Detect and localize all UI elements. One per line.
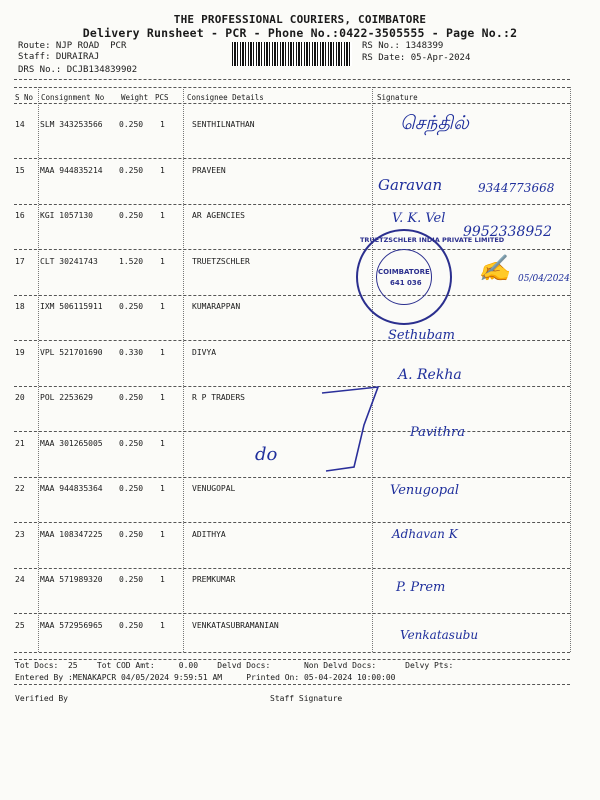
row-separator — [14, 568, 570, 569]
row-separator — [14, 477, 570, 478]
row-weight: 0.250 — [119, 484, 144, 493]
row-pcs: 1 — [160, 211, 165, 220]
row-pcs: 1 — [160, 438, 165, 448]
row-pcs: 1 — [160, 120, 165, 129]
row-consignment-no: VPL 521701690 — [40, 347, 103, 357]
row-consignee: PRAVEEN — [192, 165, 226, 175]
rs-number: RS No.: 1348399 — [362, 41, 444, 51]
row-weight: 0.250 — [119, 393, 144, 402]
signature-row-23: Adhavan K — [392, 527, 458, 541]
col-header-consignment: Consignment No — [41, 93, 105, 102]
divider — [14, 684, 570, 685]
signature-row-16: V. K. Vel — [392, 211, 446, 226]
stamp-outer-text: TRUETZSCHLER INDIA PRIVATE LIMITED — [360, 236, 505, 244]
row-separator — [14, 340, 570, 341]
divider — [14, 652, 570, 653]
row-consignment-no: POL 2253629 — [40, 393, 93, 402]
divider — [14, 103, 570, 104]
entered-by-line: Entered By :MENAKAPCR 04/05/2024 9:59:51 AM Printed On: 05-04-2024 10:00:00 — [15, 673, 396, 682]
signature-row-24: P. Prem — [396, 580, 446, 595]
row-weight: 1.520 — [119, 256, 144, 266]
runsheet-subtitle: Delivery Runsheet - PCR - Phone No.:0422-3505555 - Page No.:2 — [82, 26, 518, 40]
row-consignment-no: MAA 944835364 — [40, 484, 103, 493]
row-sno: 16 — [15, 211, 25, 220]
row-sno: 24 — [15, 575, 25, 584]
row-separator — [14, 659, 570, 660]
row-pcs: 1 — [160, 165, 165, 175]
row-separator — [14, 204, 570, 205]
row-sno: 21 — [15, 438, 25, 448]
row-pcs: 1 — [160, 620, 165, 630]
signature-row-25: Venkatasubu — [400, 628, 479, 642]
barcode — [232, 42, 352, 66]
stamp-city: COIMBATORE — [378, 268, 430, 276]
row-sno: 15 — [15, 165, 25, 175]
row-consignment-no: IXM 506115911 — [40, 302, 103, 311]
row-weight: 0.250 — [119, 529, 144, 539]
row-separator — [14, 613, 570, 614]
row-consignee: KUMARAPPAN — [192, 302, 241, 311]
row-separator — [14, 522, 570, 523]
row-consignee: SENTHILNATHAN — [192, 120, 255, 129]
row-weight: 0.330 — [119, 347, 144, 357]
row-sno: 22 — [15, 484, 25, 493]
divider — [14, 79, 570, 80]
row-sno: 17 — [15, 256, 25, 266]
rs-date: RS Date: 05-Apr-2024 — [362, 53, 471, 63]
row-consignee: DIVYA — [192, 347, 217, 357]
row-separator — [14, 295, 570, 296]
row-pcs: 1 — [160, 347, 165, 357]
row-sno: 20 — [15, 393, 25, 402]
row-consignment-no: MAA 571989320 — [40, 575, 103, 584]
signature-row-22: Venugopal — [390, 483, 460, 498]
row-consignment-no: CLT 30241743 — [40, 256, 98, 266]
row-consignment-no: MAA 572956965 — [40, 620, 103, 630]
row-sno: 18 — [15, 302, 25, 311]
row-consignee: VENUGOPAL — [192, 484, 236, 493]
col-header-consignee: Consignee Details — [187, 93, 264, 102]
row-separator — [14, 431, 570, 432]
verified-by-label: Verified By — [15, 694, 68, 703]
row-weight: 0.250 — [119, 211, 144, 220]
column-divider — [570, 87, 571, 652]
signature-row-20: Pavithra — [410, 425, 465, 440]
row-separator — [14, 158, 570, 159]
col-header-pcs: PCS — [155, 93, 169, 102]
ditto-mark: do — [255, 444, 278, 465]
phone-row-16: 9952338952 — [463, 224, 553, 240]
row-pcs: 1 — [160, 484, 165, 493]
row-pcs: 1 — [160, 393, 165, 402]
row-pcs: 1 — [160, 302, 165, 311]
row-consignee: AR AGENCIES — [192, 211, 245, 220]
phone-row-15: 9344773668 — [478, 181, 555, 195]
row-weight: 0.250 — [119, 302, 144, 311]
row-pcs: 1 — [160, 256, 165, 266]
stamp-pin: 641 036 — [390, 279, 422, 287]
handwritten-check-mark — [320, 385, 390, 475]
totals-line: Tot Docs: 25 Tot COD Amt: 0.00 Delvd Docs: Non Delvd Docs: Delvy Pts: — [15, 661, 454, 670]
signature-row-17: ✍ — [478, 254, 511, 284]
row-consignee: VENKATASUBRAMANIAN — [192, 620, 279, 630]
row-consignment-no: MAA 108347225 — [40, 529, 103, 539]
staff-label: Staff: DURAIRAJ — [18, 52, 100, 62]
signature-row-19: A. Rekha — [398, 367, 462, 383]
row-consignee: R P TRADERS — [192, 393, 245, 402]
row-consignee: PREMKUMAR — [192, 575, 236, 584]
route-label: Route: NJP ROAD PCR — [18, 41, 127, 51]
row-pcs: 1 — [160, 575, 165, 584]
row-consignee: TRUETZSCHLER — [192, 256, 250, 266]
row-weight: 0.250 — [119, 620, 144, 630]
row-sno: 23 — [15, 529, 25, 539]
row-sno: 14 — [15, 120, 25, 129]
row-consignment-no: KGI 1057130 — [40, 211, 93, 220]
staff-signature-label: Staff Signature — [270, 694, 343, 703]
col-header-weight: Weight — [121, 93, 149, 102]
page-title: THE PROFESSIONAL COURIERS, COIMBATORE — [173, 13, 427, 26]
row-consignment-no: MAA 301265005 — [40, 438, 103, 448]
row-sno: 25 — [15, 620, 25, 630]
divider — [14, 87, 570, 88]
date-row-17: 05/04/2024 — [518, 274, 570, 284]
signature-row-18: Sethubam — [388, 328, 455, 343]
signature-row-15: Garavan — [378, 176, 443, 194]
row-separator — [14, 386, 570, 387]
col-header-signature: Signature — [377, 93, 418, 102]
row-weight: 0.250 — [119, 120, 144, 129]
row-consignment-no: MAA 944835214 — [40, 165, 103, 175]
row-consignment-no: SLM 343253566 — [40, 120, 103, 129]
row-pcs: 1 — [160, 529, 165, 539]
row-weight: 0.250 — [119, 575, 144, 584]
drs-number: DRS No.: DCJB134839902 — [18, 65, 138, 75]
row-sno: 19 — [15, 347, 25, 357]
signature-row-14: செந்தில் — [400, 112, 469, 134]
row-consignee: ADITHYA — [192, 529, 226, 539]
row-weight: 0.250 — [119, 165, 144, 175]
row-separator — [14, 249, 570, 250]
row-weight: 0.250 — [119, 438, 144, 448]
col-header-sno: S No — [15, 93, 34, 102]
